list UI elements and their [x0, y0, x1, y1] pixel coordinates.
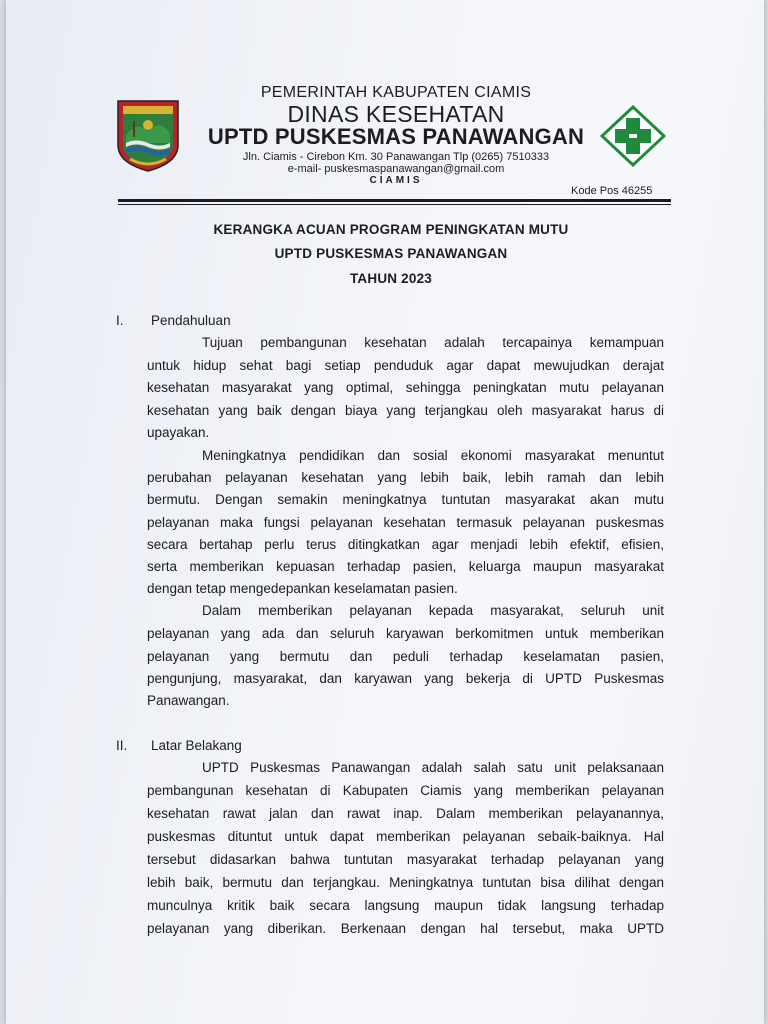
paragraph-line: untuk hidup sehat bagi setiap penduduk agar dapat mewujudkan derajat [147, 358, 664, 373]
paragraph-line: pembangunan kesehatan di Kabupaten Ciamis yang memberikan pelayanan [147, 783, 664, 798]
paragraph-line: munculnya kritik baik secara langsung maupun tidak langsung terhadap [147, 898, 664, 913]
document-page [6, 0, 764, 1024]
header-department: DINAS KESEHATAN [287, 101, 505, 127]
section-number: II. [116, 738, 128, 753]
puskesmas-cross-emblem-icon [600, 105, 666, 167]
paragraph-line: Dalam memberikan pelayanan kepada masyarakat, seluruh unit [202, 603, 664, 618]
ciamis-regency-emblem-icon [114, 97, 182, 173]
header-government: PEMERINTAH KABUPATEN CIAMIS [260, 84, 532, 101]
paragraph-line: serta memberikan kepuasan terhadap pasien, keluarga maupun masyarakat [147, 559, 664, 574]
paragraph-line: pelayanan yang bermutu dan peduli terhadap keselamatan pasien, [147, 649, 664, 664]
header-email: e-mail- puskesmaspanawangan@gmail.com [287, 163, 505, 175]
document-title: KERANGKA ACUAN PROGRAM PENINGKATAN MUTU [213, 222, 569, 237]
paragraph-line: pelayanan maka fungsi pelayanan kesehatan termasuk pelayanan puskesmas [147, 515, 664, 530]
paragraph-line: pengunjung, masyarakat, dan karyawan yang bekerja di UPTD Puskesmas [147, 671, 664, 686]
paragraph-line: kesehatan masyarakat yang optimal, sehingga peningkatan mutu pelayanan [147, 380, 664, 395]
paragraph-line: bermutu. Dengan semakin meningkatnya tuntutan masyarakat akan mutu [147, 492, 664, 507]
header-rule-thin [118, 204, 671, 205]
paragraph-line: kesehatan yang baik dengan biaya yang terjangkau oleh masyarakat harus di [147, 403, 664, 418]
paragraph-line: perubahan pelayanan kesehatan yang lebih baik, lebih ramah dan lebih [147, 470, 664, 485]
section-heading: Pendahuluan [151, 313, 231, 328]
paragraph-line: pelayanan yang ada dan seluruh karyawan berkomitmen untuk memberikan [147, 626, 664, 641]
paragraph-line: lebih baik, bermutu dan terjangkau. Meningkatnya tuntutan bisa dilihat dengan [147, 875, 664, 890]
paragraph-line: tersebut didasarkan bahwa tuntutan masyarakat terhadap pelayanan yang [147, 852, 664, 867]
document-subtitle: UPTD PUSKESMAS PANAWANGAN [274, 246, 508, 261]
paragraph-line: pelayanan yang diberikan. Berkenaan dengan hal tersebut, maka UPTD [147, 921, 664, 936]
header-city: CIAMIS [369, 175, 423, 186]
header-address: Jln. Ciamis - Cirebon Km. 30 Panawangan Tlp (0265) 7510333 [242, 151, 550, 163]
paragraph-line: puskesmas dituntut untuk dapat memberikan pelayanan sebaik-baiknya. Hal [147, 829, 664, 844]
paragraph-line: kesehatan rawat jalan dan rawat inap. Dalam memberikan pelayanannya, [147, 806, 664, 821]
header-institution: UPTD PUSKESMAS PANAWANGAN [207, 124, 585, 149]
paragraph-line: UPTD Puskesmas Panawangan adalah salah satu unit pelaksanaan [202, 760, 664, 775]
paragraph-line: Panawangan. [147, 693, 230, 708]
section-number: I. [116, 313, 124, 328]
paragraph-line: secara bertahap perlu terus ditingkatkan agar menjadi lebih efektif, efisien, [147, 537, 664, 552]
header-rule-thick [118, 199, 671, 202]
paragraph-line: Meningkatnya pendidikan dan sosial ekonomi masyarakat menuntut [202, 448, 664, 463]
paragraph-line: upayakan. [147, 425, 210, 440]
paragraph-line: dengan tetap mengedepankan keselamatan pasien. [147, 581, 458, 596]
document-year: TAHUN 2023 [349, 271, 433, 286]
section-heading: Latar Belakang [151, 738, 242, 753]
paragraph-line: Tujuan pembangunan kesehatan adalah tercapainya kemampuan [202, 335, 664, 350]
postal-code: Kode Pos 46255 [571, 185, 653, 197]
